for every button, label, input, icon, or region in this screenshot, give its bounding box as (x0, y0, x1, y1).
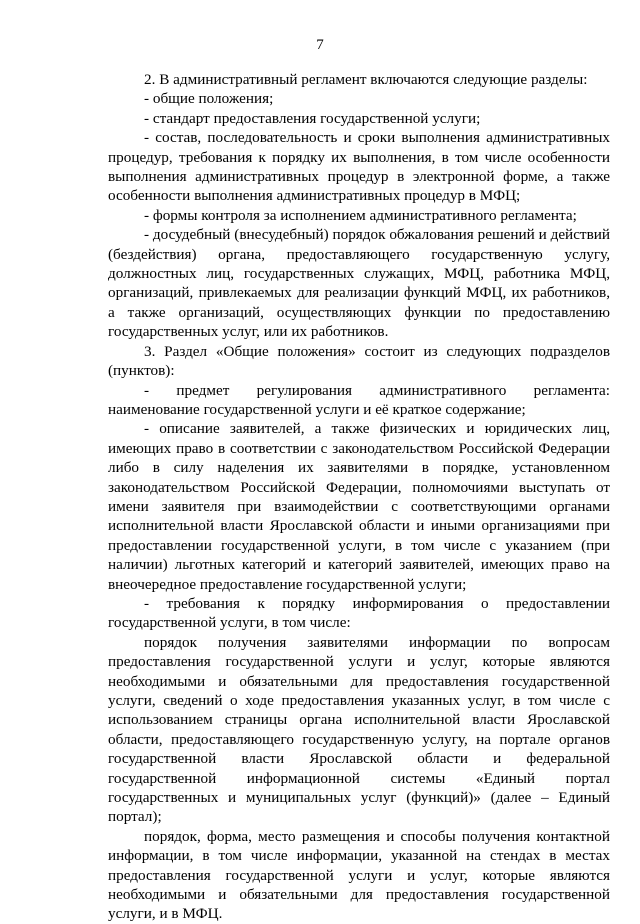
paragraph-general-section: 3. Раздел «Общие положения» состоит из следующих подразделов (пунктов): (108, 342, 610, 380)
document-body (108, 70, 610, 924)
list-item-informing-requirements: - требования к порядку информирования о предоставлении государственной услуги, в том числе: (108, 594, 610, 632)
list-item-appeal-procedure: - досудебный (внесудебный) порядок обжалования решений и действий (бездействия) органа, предоставляющего государственную услугу, должностных лиц, государственных служащих, МФЦ, работника МФЦ, организаций, привлекаемых для реализации функций МФЦ, их работников, а также организаций, осуществляющих функции по предоставлению государственных услуг, или их работников. (108, 226, 610, 341)
list-item-procedures: - состав, последовательность и сроки выполнения административных процедур, требования к порядку их выполнения, в том числе особенности выполнения административных процедур в электронной форме, а также особенности выполнения административных процедур в МФЦ; (108, 129, 610, 205)
list-item-service-standard: - стандарт предоставления государственной услуги; (144, 109, 481, 127)
page-number: 7 (316, 37, 324, 53)
paragraph-contact-information: порядок, форма, место размещения и способы получения контактной информации, в том числе информации, указанной на стендах в местах предоставления государственной услуги и услуг, которые являются необходимыми и обязательными для предоставления государственной услуги, и в МФЦ. (108, 827, 610, 923)
list-item-control-forms: - формы контроля за исполнением административного регламента; (144, 206, 577, 224)
paragraph-information-procedure: порядок получения заявителями информации по вопросам предоставления государственной услуги и услуг, которые являются необходимыми и обязательными для предоставления государственной услуги, сведений о ходе предоставления указанных услуг, в том числе с использованием страницы органа исполнительной власти Ярославской области, предоставляющего государственную услугу, на портале органов государственной власти Ярославской области и федеральной государственной информационной системы «Единый портал государственных и муниципальных услуг (функций)» (далее – Единый портал); (108, 633, 610, 826)
paragraph-regulation-sections: 2. В административный регламент включаются следующие разделы: (144, 71, 588, 88)
list-item-subject: - предмет регулирования административного регламента: наименование государственной услуги и её краткое содержание; (108, 381, 610, 418)
list-item-general-provisions: - общие положения; (144, 90, 274, 108)
list-item-applicants: - описание заявителей, а также физических и юридических лиц, имеющих право в соответствии с законодательством Российской Федерации либо в силу наделения их заявителями в порядке, установленном законодательством Российской Федерации, полномочиями выступать от имени заявителя при взаимодействии с соответствующими органами исполнительной власти Ярославской области и иными организациями при предоставлении государственной услуги, в том числе с указанием (при наличии) льготных категорий и категорий заявителей, имеющих право на внеочередное предоставление государственной услуги; (108, 420, 610, 593)
